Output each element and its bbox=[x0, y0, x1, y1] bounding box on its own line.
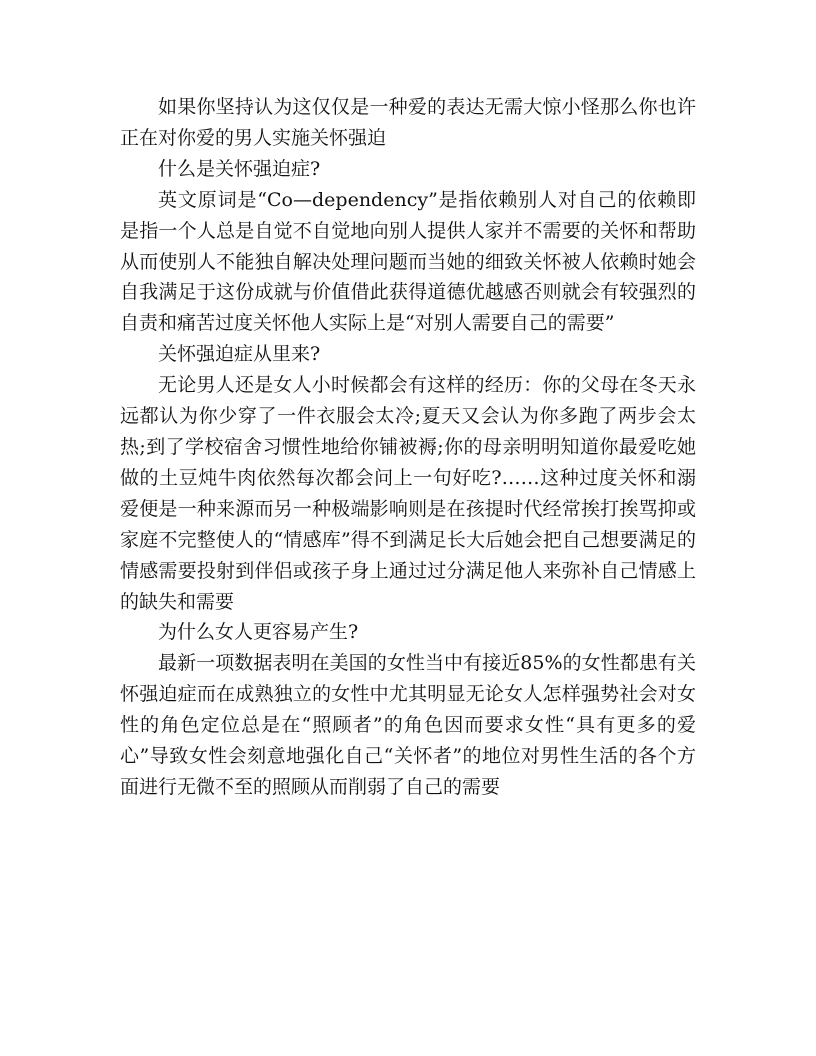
heading-what-is: 什么是关怀强迫症? bbox=[158, 157, 321, 180]
paragraph-origin: 无论男人还是女人小时候都会有这样的经历：你的父母在冬天永远都认为你少穿了一件衣服会太冷;夏天又会认为你多跑了两步会太热;到了学校宿舍习惯性地给你铺被褥;你的母亲明明知道你最爱吃她做的土豆炖牛肉依然每次都会问上一句好吃?……这种过度关怀和溺爱便是一种来源而另一种极端影响则是在孩提时代经常挨打挨骂抑或家庭不完整使人的“情感库”得不到满足长大后她会把自己想要满足的情感需要投射到伴侣或孩子身上通过过分满足他人来弥补自己情感上的缺失和需要 bbox=[120, 374, 696, 613]
paragraph-definition: 英文原词是“Co—dependency”是指依赖别人对自己的依赖即是指一个人总是自觉不自觉地向别人提供人家并不需要的关怀和帮助从而使别人不能独自解决处理问题而当她的细致关怀被人依赖时她会自我满足于这份成就与价值借此获得道德优越感否则就会有较强烈的自责和痛苦过度关怀他人实际上是“对别人需要自己的需要” bbox=[120, 188, 696, 335]
paragraph-why-women: 最新一项数据表明在美国的女性当中有接近85%的女性都患有关怀强迫症而在成熟独立的女性中尤其明显无论女人怎样强势社会对女性的角色定位总是在“照顾者”的角色因而要求女性“具有更多的爱心”导致女性会刻意地强化自己“关怀者”的地位对男性生活的各个方面进行无微不至的照顾从而削弱了自己的需要 bbox=[120, 652, 696, 798]
heading-why-women: 为什么女人更容易产生? bbox=[158, 621, 359, 644]
heading-origin: 关怀强迫症从里来? bbox=[158, 343, 321, 366]
paragraph-intro: 如果你坚持认为这仅仅是一种爱的表达无需大惊小怪那么你也许正在对你爱的男人实施关怀强迫 bbox=[120, 96, 696, 149]
